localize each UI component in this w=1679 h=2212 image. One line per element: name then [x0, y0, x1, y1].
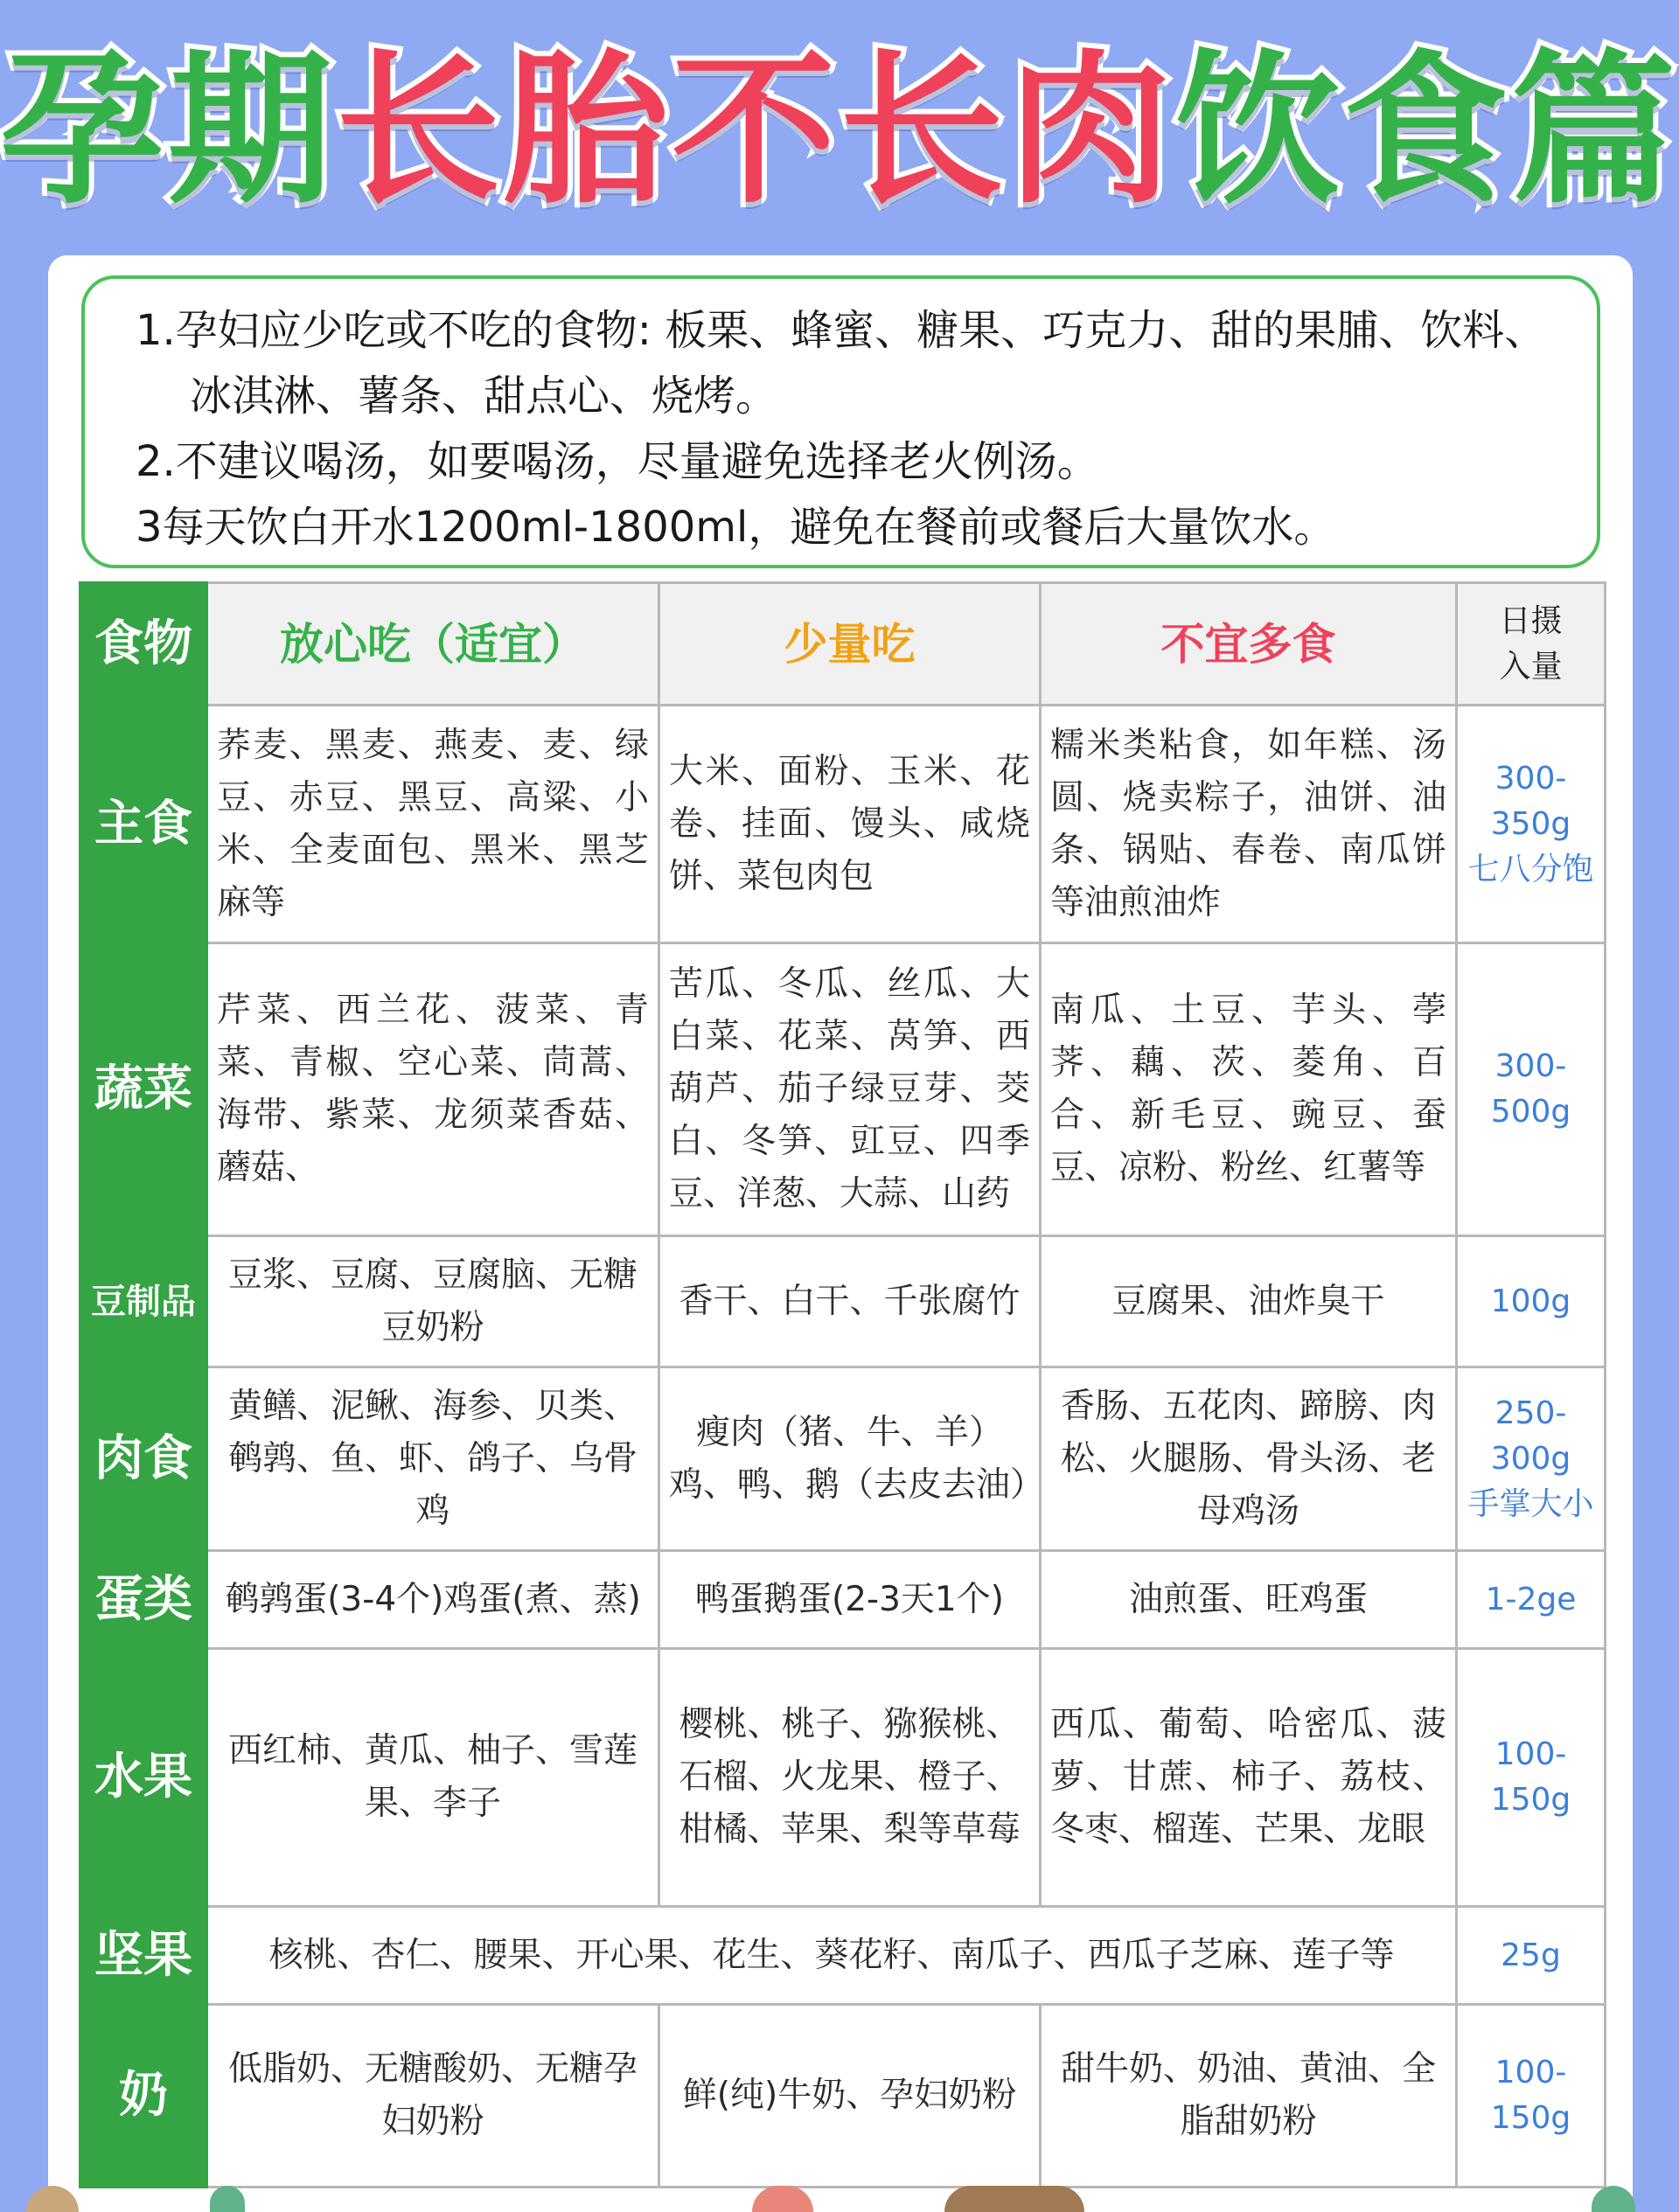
row-category: 蔬菜 [80, 943, 207, 1236]
note-3: 3每天饮白开水1200ml-1800ml，避免在餐前或餐后大量饮水。 [136, 503, 1336, 552]
row-amount [1457, 1367, 1606, 1551]
decoration-basket [944, 2186, 1084, 2212]
table-row [80, 2005, 1606, 2188]
title-part1: 孕期 [0, 35, 336, 226]
note-2: 2.不建议喝汤，如要喝汤，尽量避免选择老火例汤。 [136, 437, 1099, 486]
row-little: 鲜(纯)牛奶、孕妇奶粉 [659, 2005, 1041, 2188]
table-row [80, 1236, 1606, 1367]
table-header-row [80, 583, 1606, 706]
row-avoid: 豆腐果、油炸臭干 [1041, 1236, 1457, 1367]
row-safe: 芹菜、西兰花、菠菜、青菜、青椒、空心菜、茼蒿、海带、紫菜、龙须菜香菇、蘑菇、 [207, 943, 659, 1236]
header-safe: 放心吃（适宜） [207, 583, 659, 706]
amount-note: 手掌大小 [1467, 1485, 1594, 1522]
row-little: 樱桃、桃子、猕猴桃、石榴、火龙果、橙子、柑橘、苹果、梨等草莓 [659, 1649, 1041, 1907]
table-row [80, 1907, 1606, 2005]
row-avoid: 香肠、五花肉、蹄膀、肉松、火腿肠、骨头汤、老母鸡汤 [1041, 1367, 1457, 1551]
row-safe: 豆浆、豆腐、豆腐脑、无糖豆奶粉 [207, 1236, 659, 1367]
row-category: 主食 [80, 706, 207, 943]
row-little: 瘦肉（猪、牛、羊）鸡、鸭、鹅（去皮去油） [659, 1367, 1041, 1551]
row-safe: 西红柿、黄瓜、柚子、雪莲果、李子 [207, 1649, 659, 1907]
row-avoid: 糯米类粘食，如年糕、汤圆、烧卖粽子，油饼、油条、锅贴、春卷、南瓜饼等油煎油炸 [1041, 706, 1457, 943]
row-category: 水果 [80, 1649, 207, 1907]
header-little: 少量吃 [659, 583, 1041, 706]
amount-note: 七八分饱 [1467, 851, 1594, 887]
row-avoid: 甜牛奶、奶油、黄油、全脂甜奶粉 [1041, 2005, 1457, 2188]
row-safe: 黄鳝、泥鳅、海参、贝类、鹌鹑、鱼、虾、鸽子、乌骨鸡 [207, 1367, 659, 1551]
food-table [79, 581, 1606, 2188]
row-amount [1457, 706, 1606, 943]
row-safe: 低脂奶、无糖酸奶、无糖孕妇奶粉 [207, 2005, 659, 2188]
row-merged: 核桃、杏仁、腰果、开心果、花生、葵花籽、南瓜子、西瓜子芝麻、莲子等 [207, 1907, 1457, 2005]
row-avoid: 西瓜、葡萄、哈密瓜、菠萝、甘蔗、柿子、荔枝、冬枣、榴莲、芒果、龙眼 [1041, 1649, 1457, 1907]
row-safe: 荞麦、黑麦、燕麦、麦、绿豆、赤豆、黑豆、高粱、小米、全麦面包、黑米、黑芝麻等 [207, 706, 659, 943]
row-category: 蛋类 [80, 1551, 207, 1649]
table-row [80, 706, 1606, 943]
row-little: 鸭蛋鹅蛋(2-3天1个) [659, 1551, 1041, 1649]
row-little: 苦瓜、冬瓜、丝瓜、大白菜、花菜、莴笋、西葫芦、茄子绿豆芽、茭白、冬笋、豇豆、四季豆、洋葱、大蒜、山药 [659, 943, 1041, 1236]
title-part3: 饮食篇 [1175, 35, 1679, 226]
header-amount-line2: 入量 [1499, 648, 1563, 685]
row-amount: 300-500g [1457, 943, 1606, 1236]
page-title [0, 35, 1679, 226]
title-part2: 长胎不长肉 [336, 35, 1175, 226]
notes-box [81, 275, 1600, 568]
amount-value: 300-350g [1490, 760, 1571, 842]
row-little: 香干、白干、千张腐竹 [659, 1236, 1041, 1367]
table-row [80, 1551, 1606, 1649]
row-avoid: 南瓜、土豆、芋头、荸荠、藕、茨、菱角、百合、新毛豆、豌豆、蚕豆、凉粉、粉丝、红薯等 [1041, 943, 1457, 1236]
header-food: 食物 [80, 583, 207, 706]
header-amount-line1: 日摄 [1499, 602, 1563, 639]
row-amount: 25g [1457, 1907, 1606, 2005]
table-row [80, 1367, 1606, 1551]
header-amount [1457, 583, 1606, 706]
row-category: 奶 [80, 2005, 207, 2188]
row-amount: 100-150g [1457, 1649, 1606, 1907]
row-avoid: 油煎蛋、旺鸡蛋 [1041, 1551, 1457, 1649]
row-amount: 1-2ge [1457, 1551, 1606, 1649]
row-category: 坚果 [80, 1907, 207, 2005]
row-amount: 100g [1457, 1236, 1606, 1367]
row-amount: 100-150g [1457, 2005, 1606, 2188]
amount-value: 250-300g [1490, 1395, 1571, 1477]
table-row [80, 943, 1606, 1236]
table-row [80, 1649, 1606, 1907]
row-category: 肉食 [80, 1367, 207, 1551]
row-safe: 鹌鹑蛋(3-4个)鸡蛋(煮、蒸) [207, 1551, 659, 1649]
row-little: 大米、面粉、玉米、花卷、挂面、馒头、咸烧饼、菜包肉包 [659, 706, 1041, 943]
row-category: 豆制品 [80, 1236, 207, 1367]
header-avoid: 不宜多食 [1041, 583, 1457, 706]
note-1: 1.孕妇应少吃或不吃的食物: 板栗、蜂蜜、糖果、巧克力、甜的果脯、饮料、冰淇淋、薯条、甜点心、烧烤。 [136, 306, 1547, 421]
